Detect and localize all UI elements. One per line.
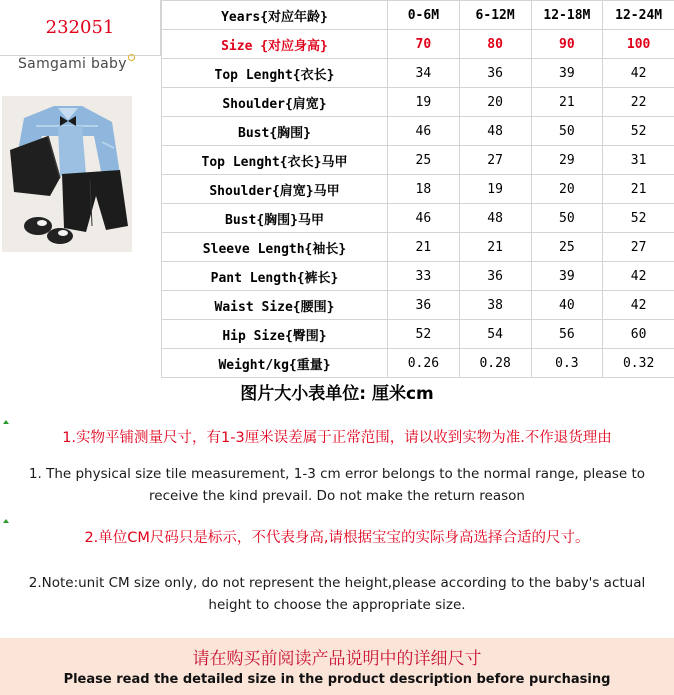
measurement-value: 0.26 [388, 349, 460, 378]
measurement-value: 39 [531, 59, 603, 88]
measurement-value: 25 [531, 233, 603, 262]
footer-chinese: 请在购买前阅读产品说明中的详细尺寸 [192, 649, 482, 669]
measurement-value: 20 [459, 88, 531, 117]
measurement-value: 19 [459, 175, 531, 204]
measurement-value: 21 [603, 175, 674, 204]
measurement-label: Shoulder{肩宽} [162, 88, 388, 117]
measurement-value: 48 [459, 117, 531, 146]
measurement-value: 60 [603, 320, 674, 349]
measurement-value: 42 [603, 262, 674, 291]
measurement-row [162, 88, 674, 117]
measurement-row [162, 262, 674, 291]
logo-dot-icon [128, 54, 135, 61]
measurement-label: Bust{胸围}马甲 [162, 204, 388, 233]
height-cell: 80 [459, 30, 531, 59]
note-2-english: 2.Note:unit CM size only, do not represent the height,please according to the baby's actual height to choose the appropriate size. [28, 575, 646, 613]
measurement-value: 54 [459, 320, 531, 349]
header-cell: 12-18M [531, 1, 603, 30]
height-label: Size {对应身高} [162, 30, 388, 59]
measurement-value: 48 [459, 204, 531, 233]
height-cell: 100 [603, 30, 674, 59]
measurement-value: 22 [603, 88, 674, 117]
measurement-row [162, 320, 674, 349]
note-1-english: 1. The physical size tile measurement, 1-3 cm error belongs to the normal range, please to receive the kind prevail. Do not make the return reason [28, 466, 646, 504]
measurement-label: Weight/kg{重量} [162, 349, 388, 378]
measurement-value: 18 [388, 175, 460, 204]
measurement-label: Hip Size{臀围} [162, 320, 388, 349]
measurement-value: 46 [388, 204, 460, 233]
measurement-value: 52 [388, 320, 460, 349]
measurement-value: 21 [459, 233, 531, 262]
header-cell: 6-12M [459, 1, 531, 30]
measurement-value: 42 [603, 291, 674, 320]
measurement-row [162, 175, 674, 204]
measurement-value: 50 [531, 204, 603, 233]
measurement-label: Waist Size{腰围} [162, 291, 388, 320]
outfit-illustration [2, 96, 132, 252]
measurement-value: 52 [603, 204, 674, 233]
measurement-value: 19 [388, 88, 460, 117]
measurement-value: 21 [388, 233, 460, 262]
measurement-value: 52 [603, 117, 674, 146]
measurement-value: 46 [388, 117, 460, 146]
footer-banner [0, 638, 674, 695]
measurement-row [162, 117, 674, 146]
measurement-value: 36 [459, 262, 531, 291]
unit-title: 图片大小表单位: 厘米cm [240, 384, 434, 404]
size-table [161, 0, 674, 378]
measurement-value: 31 [603, 146, 674, 175]
measurement-value: 25 [388, 146, 460, 175]
measurement-value: 38 [459, 291, 531, 320]
marker-icon [3, 519, 9, 523]
measurement-label: Pant Length{裤长} [162, 262, 388, 291]
measurement-label: Sleeve Length{袖长} [162, 233, 388, 262]
height-row [162, 30, 674, 59]
measurement-value: 0.28 [459, 349, 531, 378]
height-cell: 70 [388, 30, 460, 59]
measurement-value: 27 [459, 146, 531, 175]
measurement-label: Shoulder{肩宽}马甲 [162, 175, 388, 204]
note-2-chinese: 2.单位CM尺码只是标示，不代表身高,请根据宝宝的实际身高选择合适的尺寸。 [84, 530, 590, 546]
measurement-row [162, 204, 674, 233]
measurement-label: Bust{胸围} [162, 117, 388, 146]
height-cell: 90 [531, 30, 603, 59]
measurement-value: 21 [531, 88, 603, 117]
measurement-row [162, 233, 674, 262]
product-code: 232051 [0, 0, 161, 56]
brand-logo [18, 56, 134, 72]
measurement-value: 0.32 [603, 349, 674, 378]
measurement-value: 39 [531, 262, 603, 291]
measurement-row [162, 59, 674, 88]
footer-english: Please read the detailed size in the product description before purchasing [63, 672, 611, 687]
header-cell: 0-6M [388, 1, 460, 30]
measurement-label: Top Lenght{衣长}马甲 [162, 146, 388, 175]
measurement-value: 0.3 [531, 349, 603, 378]
measurement-row [162, 291, 674, 320]
measurement-value: 56 [531, 320, 603, 349]
measurement-value: 42 [603, 59, 674, 88]
header-cell: 12-24M [603, 1, 674, 30]
header-cell: Years{对应年龄} [162, 1, 388, 30]
measurement-value: 20 [531, 175, 603, 204]
measurement-value: 29 [531, 146, 603, 175]
measurement-value: 34 [388, 59, 460, 88]
measurement-label: Top Lenght{衣长} [162, 59, 388, 88]
marker-icon [3, 420, 9, 424]
measurement-value: 33 [388, 262, 460, 291]
measurement-value: 27 [603, 233, 674, 262]
measurement-value: 50 [531, 117, 603, 146]
product-photo [2, 96, 132, 252]
measurement-row [162, 349, 674, 378]
note-1-chinese: 1.实物平铺测量尺寸，有1-3厘米误差属于正常范围，请以收到实物为准.不作退货理由 [62, 430, 612, 446]
measurement-value: 36 [388, 291, 460, 320]
measurement-value: 40 [531, 291, 603, 320]
measurement-value: 36 [459, 59, 531, 88]
product-panel [0, 0, 161, 364]
brand-name: Samgami baby [18, 56, 127, 72]
header-row [162, 1, 674, 30]
measurement-row [162, 146, 674, 175]
